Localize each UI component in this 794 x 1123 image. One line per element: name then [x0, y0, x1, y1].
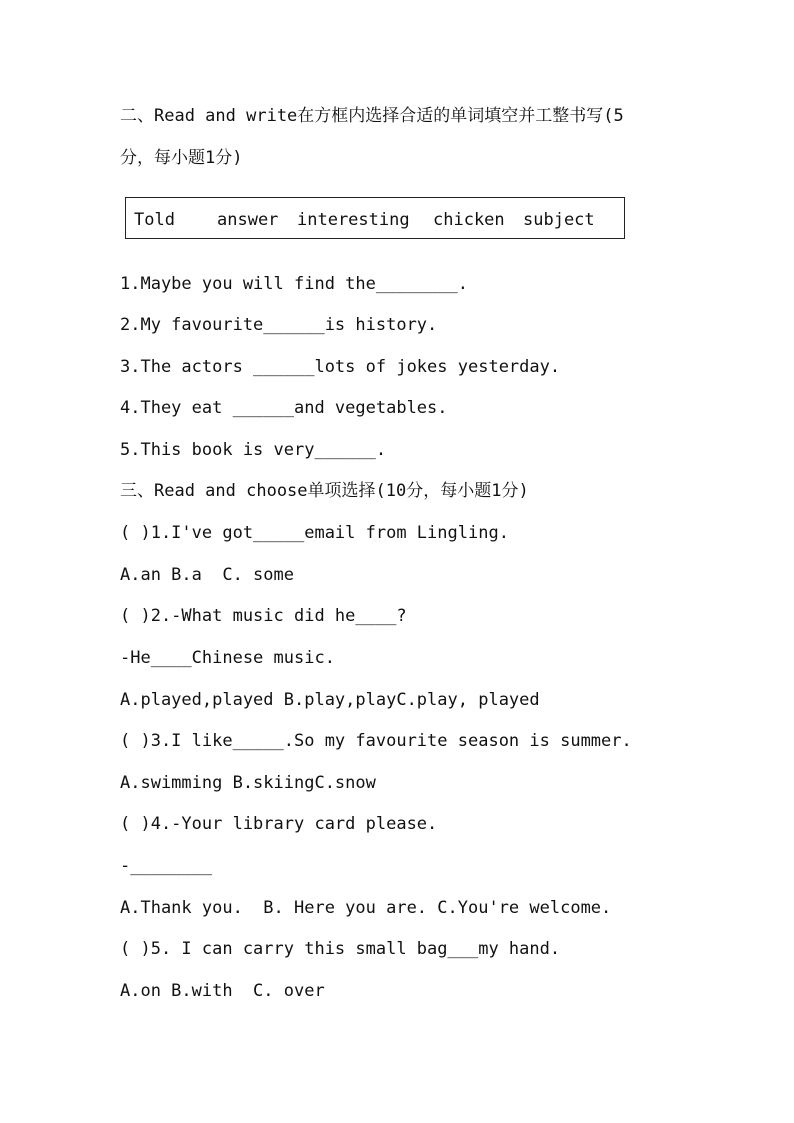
word-bank-item: Told	[134, 210, 175, 230]
question-line: ( )5. I can carry this small bag___my hand.	[120, 939, 561, 959]
question-line: -He____Chinese music.	[120, 648, 335, 668]
question-line: ( )3.I like_____.So my favourite season is summer.	[120, 731, 632, 751]
options-line: A.played,played B.play,playC.play, played	[120, 690, 540, 710]
section-2-heading-line2: 分，每小题1分)	[120, 148, 243, 168]
answer-line: -________	[120, 856, 213, 876]
word-bank-box	[125, 197, 625, 239]
section-3-heading: 三、Read and choose单项选择(10分，每小题1分)	[120, 481, 529, 501]
question-line: 1.Maybe you will find the________.	[120, 274, 468, 294]
options-line: A.on B.with C. over	[120, 981, 325, 1001]
word-bank-item: answer	[217, 210, 279, 230]
section-2-heading-line1: 二、Read and write在方框内选择合适的单词填空并工整书写(5	[120, 106, 624, 126]
question-line: 5.This book is very______.	[120, 440, 387, 460]
question-line: 3.The actors ______lots of jokes yesterday.	[120, 357, 561, 377]
question-line: ( )4.-Your library card please.	[120, 814, 438, 834]
question-line: ( )1.I've got_____email from Lingling.	[120, 523, 509, 543]
word-bank-item: interesting	[297, 210, 410, 230]
options-line: A.swimming B.skiingC.snow	[120, 773, 376, 793]
question-line: 2.My favourite______is history.	[120, 315, 438, 335]
options-line: A.Thank you. B. Here you are. C.You're welcome.	[120, 898, 612, 918]
question-line: ( )2.-What music did he____?	[120, 606, 407, 626]
options-line: A.an B.a C. some	[120, 565, 294, 585]
word-bank-item: chicken	[433, 210, 505, 230]
word-bank-item: subject	[523, 210, 595, 230]
question-line: 4.They eat ______and vegetables.	[120, 398, 448, 418]
